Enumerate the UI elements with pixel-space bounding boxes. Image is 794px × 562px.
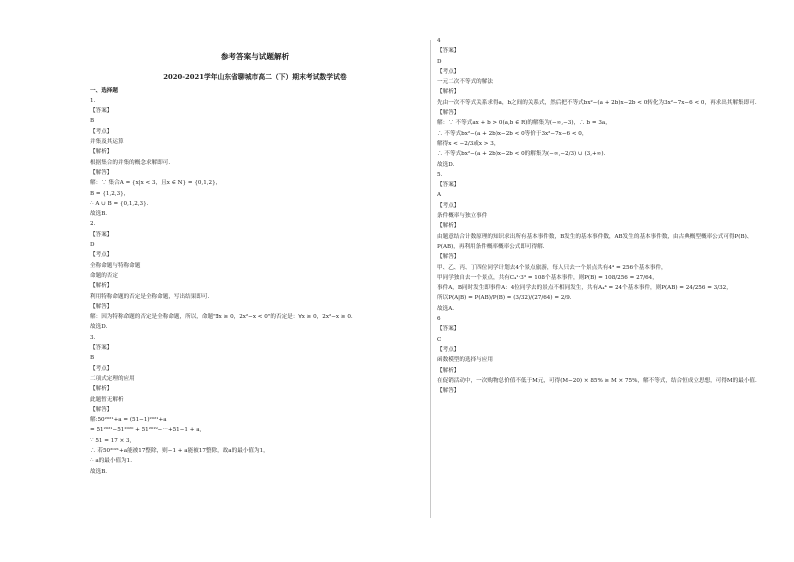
text-line: 3. <box>90 334 96 341</box>
text-line: 1. <box>90 97 96 104</box>
text-line: 【考点】 <box>90 365 113 372</box>
text-line: 【解析】 <box>437 367 460 374</box>
text-line: 故选B. <box>90 211 108 218</box>
text-line: D <box>90 242 95 249</box>
text-line: ∴ A ∪ B = {0,1,2,3}. <box>90 200 149 207</box>
text-line: B <box>90 355 95 362</box>
text-line: 甲同学独自去一个景点，共有C₄¹·3³ = 108个基本事件，则P(B) = 108/256 = 27/64， <box>437 274 658 281</box>
left-column <box>90 52 420 477</box>
text-line: 先由一次不等式关系求得a，b之间的关系式，然后把不等式bx²−(a + 2b)x−2b < 0转化为3x²−7x−6 < 0，再求出其解集即可. <box>437 99 757 106</box>
text-line: 一元二次不等式的解法 <box>437 79 493 86</box>
text-line: 【考点】 <box>437 346 460 353</box>
text-line: A <box>437 192 442 199</box>
text-line: 命题的否定 <box>90 272 118 279</box>
text-line: 利用特称命题的否定是全称命题，写出结果即可. <box>90 293 210 300</box>
text-line: 【答案】 <box>437 48 460 55</box>
text-line: 【考点】 <box>90 252 113 259</box>
text-line: 【解答】 <box>437 388 460 395</box>
section-heading: 一、选择题 <box>90 87 118 94</box>
text-line: 【答案】 <box>437 182 460 189</box>
right-column <box>437 36 767 396</box>
text-line: 故选D. <box>90 324 108 331</box>
text-line: D <box>437 58 442 65</box>
text-line: 【答案】 <box>90 231 113 238</box>
right-column-body <box>437 36 767 396</box>
text-line: B = {1,2,3}， <box>90 190 130 197</box>
text-line: 【解答】 <box>90 406 113 413</box>
text-line: C <box>437 336 442 343</box>
document-subtitle: 2020-2021学年山东省聊城市高二（下）期末考试数学试卷 <box>163 73 347 82</box>
text-line: 在促销活动中，一次购物总价值不低于M元，可得(M−20) × 85% ≥ M × 75%，解不等式，结合恒成立思想，可得M的最小值. <box>437 377 757 384</box>
text-line: 由题意结合计数原理的知识求出所有基本事件数，B发生的基本事件数，AB发生的基本事件数，由古典概型概率公式可得P(B)、P(AB)，再利用条件概率概率公式即可得解. <box>437 233 753 250</box>
text-line: B <box>90 118 95 125</box>
text-line: 【解答】 <box>90 303 113 310</box>
text-line: 【考点】 <box>437 202 460 209</box>
text-line: 所以P(A|B) = P(AB)/P(B) = (3/32)/(27/64) = 2/9. <box>437 295 572 302</box>
text-line: 二项式定理的应用 <box>90 375 135 382</box>
text-line: 4 <box>437 38 441 44</box>
text-line: 【解析】 <box>90 283 113 290</box>
text-line: 故选B. <box>90 468 108 475</box>
text-line: 故选A. <box>437 305 455 312</box>
text-line: ∴ a的最小值为1. <box>90 458 132 465</box>
text-line: 5. <box>437 171 443 178</box>
text-line: 函数模型的选择与应用 <box>437 357 493 364</box>
text-line: 【答案】 <box>90 345 113 352</box>
text-line: 【解析】 <box>90 149 113 156</box>
text-line: 根据集合的并集的概念求解即可. <box>90 159 171 166</box>
text-line: 【答案】 <box>437 326 460 333</box>
text-line: 并集及其运算 <box>90 139 124 146</box>
column-divider <box>430 40 431 518</box>
text-line: 甲、乙、丙、丁四位同学计划去4个景点旅游，每人只去一个景点共有4⁴ = 256个基本事件， <box>437 264 667 271</box>
text-line: ∴ 若50²⁰²¹+a能被17整除，则−1 + a能被17整除，故a的最小值为1， <box>90 447 269 454</box>
text-line: 解:50²⁰²¹+a = (51−1)²⁰²¹+a <box>90 417 167 424</box>
text-line: ∴ 不等式bx²−(a + 2b)x−2b < 0的解集为(−∞,−2/3) ∪ (3,+∞). <box>437 151 606 158</box>
text-line: 2. <box>90 221 96 228</box>
text-line: ∴ 不等式bx²−(a + 2b)x−2b < 0等价于3x²−7x−6 < 0， <box>437 130 588 137</box>
text-line: 【解析】 <box>437 223 460 230</box>
text-line: 【解答】 <box>437 110 460 117</box>
text-line: 6 <box>437 316 441 323</box>
text-line: 全称命题与特称命题 <box>90 262 141 269</box>
text-line: 条件概率与独立事件 <box>437 213 488 220</box>
text-line: 【解答】 <box>437 254 460 261</box>
text-line: 解：∵ 集合A = {x|x < 3，且x ∈ N} = {0,1,2}， <box>90 180 222 187</box>
text-line: 【考点】 <box>90 128 113 135</box>
text-line: 【考点】 <box>437 68 460 75</box>
text-line: 【答案】 <box>90 108 113 115</box>
text-line: = 51²⁰²¹−51²⁰²⁰ + 51²⁰¹⁹−⋯+51−1 + a, <box>90 427 202 434</box>
text-line: 【解析】 <box>437 89 460 96</box>
text-line: 此题暂无解析 <box>90 396 124 403</box>
left-column-body <box>90 96 420 477</box>
text-line: 【解析】 <box>90 386 113 393</box>
text-line: 事件A，B同时发生即事件A：4位同学去的景点不相同发生，共有A₄⁴ = 24个基本事件，则P(AB) = 24/256 = 3/32， <box>437 285 732 292</box>
text-line: 解：因为特称命题的否定是全称命题，所以，命题"∃x ≥ 0，2x²−x < 0"的否定是：∀x ≥ 0，2x²−x ≥ 0. <box>90 314 353 321</box>
text-line: 故选D. <box>437 161 455 168</box>
text-line: 解得x < −2/3或x > 3， <box>437 140 500 147</box>
text-line: ∵ 51 = 17 × 3, <box>90 437 132 444</box>
document-title: 参考答案与试题解析 <box>220 52 290 61</box>
text-line: 【解答】 <box>90 169 113 176</box>
text-line: 解：∵ 不等式ax + b > 0(a,b ∈ R)的解集为(−∞,−3)，∴ b = 3a， <box>437 120 611 127</box>
